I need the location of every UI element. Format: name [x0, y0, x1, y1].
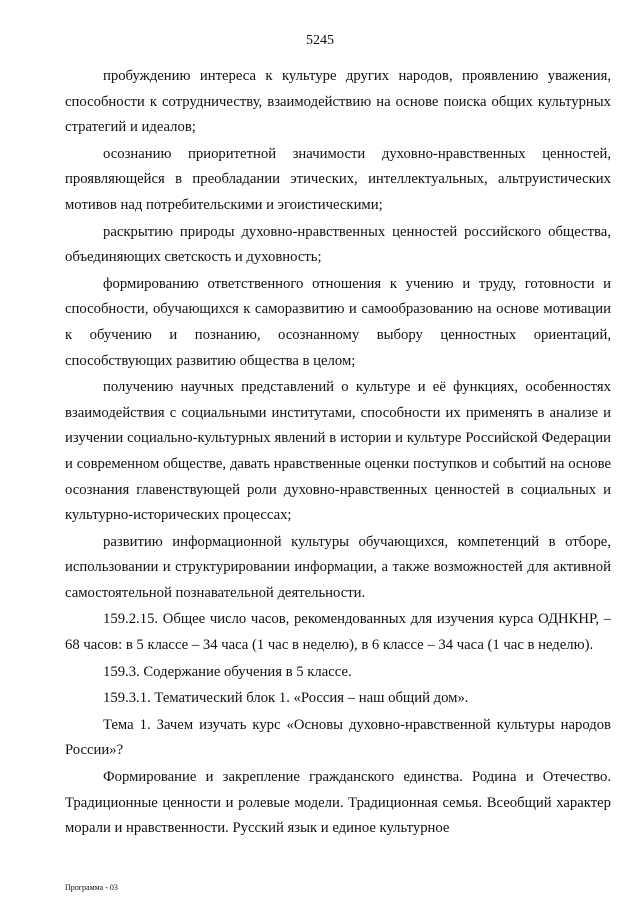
paragraph: осознанию приоритетной значимости духовно-нравственных ценностей, проявляющейся в преобладании этических, интеллектуальных, альтруистических мотивов над потребительскими и эгоистическими;: [65, 145, 611, 213]
footer-label: Программа - 03: [65, 883, 118, 892]
document-body: [65, 64, 611, 842]
paragraph: получению научных представлений о культуре и её функциях, особенностях взаимодействия с социальными институтами, способности их применять в анализе и изучении социально-культурных явлений в истории и культуре Российской Федерации и современном обществе, давать нравственные оценки поступков и событий на основе осознания главенствующей роли духовно-нравственных ценностей в социальных и культурно-исторических процессах;: [65, 379, 611, 524]
paragraph: Формирование и закрепление гражданского единства. Родина и Отечество. Традиционные ценности и ролевые модели. Традиционная семья. Всеобщий характер морали и нравственности. Русский язык и единое культурное: [65, 769, 611, 837]
paragraph: раскрытию природы духовно-нравственных ценностей российского общества, объединяющих светскость и духовность;: [65, 223, 611, 266]
paragraph: 159.2.15. Общее число часов, рекомендованных для изучения курса ОДНКНР, – 68 часов: в 5 классе – 34 часа (1 час в неделю), в 6 классе – 34 часа (1 час в неделю).: [65, 611, 611, 654]
paragraph: развитию информационной культуры обучающихся, компетенций в отборе, использовании и структурировании информации, а также возможностей для активной самостоятельной познавательной деятельности.: [65, 533, 611, 601]
paragraph: формированию ответственного отношения к учению и труду, готовности и способности, обучающихся к саморазвитию и самообразованию на основе мотивации к обучению и познанию, осознанному выбору ценностных ориентаций, способствующих развитию общества в целом;: [65, 275, 611, 369]
paragraph: пробуждению интереса к культуре других народов, проявлению уважения, способности к сотрудничеству, взаимодействию на основе поиска общих культурных стратегий и идеалов;: [65, 68, 611, 136]
paragraph: Тема 1. Зачем изучать курс «Основы духовно-нравственной культуры народов России»?: [65, 716, 611, 759]
page-number: 5245: [306, 33, 334, 48]
paragraph: 159.3.1. Тематический блок 1. «Россия – наш общий дом».: [103, 690, 469, 707]
paragraph: 159.3. Содержание обучения в 5 классе.: [103, 663, 352, 680]
